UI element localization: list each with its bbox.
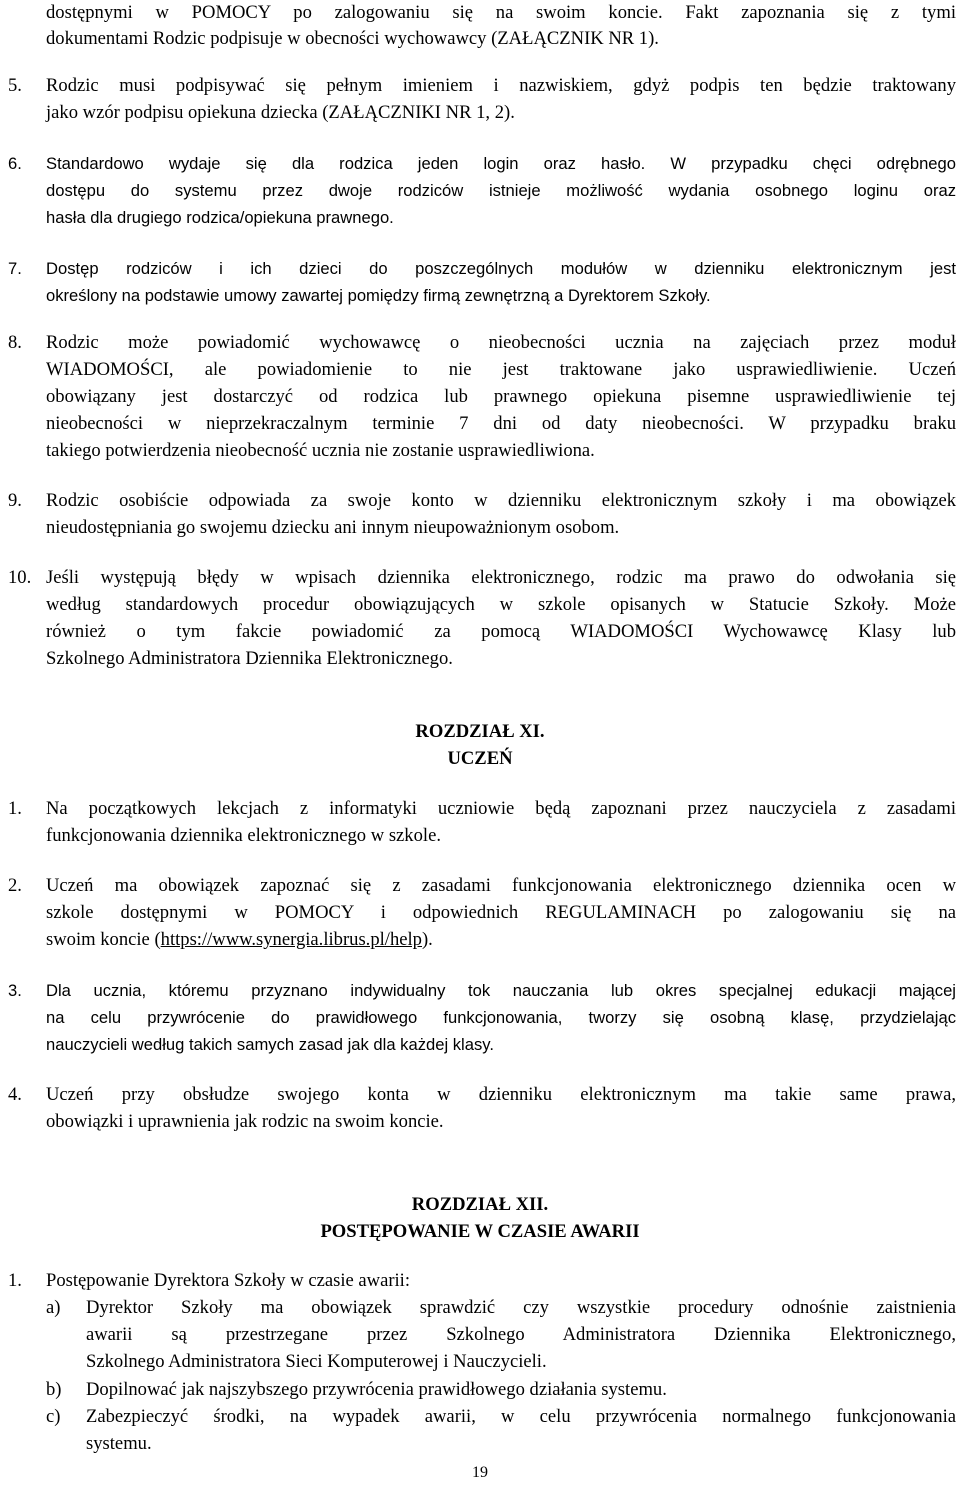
item-number: 1.	[8, 1270, 22, 1291]
text-line: Uczeń ma obowiązek zapoznać się z zasadami funkcjonowania elektronicznego dziennika ocen w	[46, 875, 956, 896]
text-line: Uczeń przy obsłudze swojego konta w dzienniku elektronicznym ma takie same prawa,	[46, 1084, 956, 1105]
text-line: również o tym fakcie powiadomić za pomocą WIADOMOŚCI Wychowawcę Klasy lub	[46, 621, 956, 642]
text-line: nieobecności w nieprzekraczalnym terminie 7 dni od daty nieobecności. W przypadku braku	[46, 413, 956, 434]
text-line: dostępnymi w POMOCY po zalogowaniu się na swoim koncie. Fakt zapoznania się z tymi	[46, 2, 956, 23]
help-link[interactable]: https://www.synergia.librus.pl/help	[160, 929, 422, 950]
text-line: funkcjonowania dziennika elektronicznego w szkole.	[46, 825, 441, 846]
chapter-11-title: ROZDZIAŁ XI.	[415, 721, 545, 742]
text-line: obowiązki i uprawnienia jak rodzic na swoim koncie.	[46, 1111, 444, 1132]
text-line: Dla ucznia, któremu przyznano indywidualny tok nauczania lub okres specjalnej edukacji mającej	[46, 981, 956, 1000]
text-line: według standardowych procedur obowiązujących w szkole opisanych w Statucie Szkoły. Może	[46, 594, 956, 615]
text-line: Postępowanie Dyrektora Szkoły w czasie awarii:	[46, 1270, 411, 1291]
text-line: Jeśli występują błędy w wpisach dziennika elektronicznego, rodzic ma prawo do odwołania się	[46, 567, 956, 588]
text-line: Rodzic może powiadomić wychowawcę o nieobecności ucznia na zajęciach przez moduł	[46, 332, 956, 353]
item-number: 10.	[8, 567, 32, 588]
text-line: nauczycieli według takich samych zasad jak dla każdej klasy.	[46, 1035, 494, 1054]
text-line: Zabezpieczyć środki, na wypadek awarii, w celu przywrócenia normalnego funkcjonowania	[86, 1406, 956, 1427]
subitem-label: b)	[46, 1379, 62, 1400]
text-line: awarii są przestrzegane przez Szkolnego Administratora Dziennika Elektronicznego,	[86, 1324, 956, 1345]
text-line: Na początkowych lekcjach z informatyki uczniowie będą zapoznani przez nauczyciela z zasadami	[46, 798, 956, 819]
text-line: Rodzic osobiście odpowiada za swoje konto w dzienniku elektronicznym szkoły i ma obowiązek	[46, 490, 956, 511]
item-number: 9.	[8, 490, 22, 511]
item-number: 4.	[8, 1084, 22, 1105]
text-line: Szkolnego Administratora Sieci Komputerowej i Nauczycieli.	[86, 1351, 547, 1372]
item-number: 6.	[8, 154, 22, 173]
text-line: określony na podstawie umowy zawartej pomiędzy firmą zewnętrzną a Dyrektorem Szkoły.	[46, 286, 711, 305]
text-line: na celu przywrócenie do prawidłowego funkcjonowania, tworzy się osobną klasę, przydzielając	[46, 1008, 956, 1027]
chapter-12-subtitle: POSTĘPOWANIE W CZASIE AWARII	[320, 1221, 640, 1242]
text-fragment: swoim koncie (	[46, 929, 161, 950]
chapter-12-title: ROZDZIAŁ XII.	[411, 1194, 549, 1215]
text-line: nieudostępniania go swojemu dziecku ani innym nieupoważnionym osobom.	[46, 517, 620, 538]
subitem-label: a)	[46, 1297, 61, 1318]
item-number: 3.	[8, 981, 22, 1000]
item-number: 5.	[8, 75, 22, 96]
text-line: Dopilnować jak najszybszego przywrócenia prawidłowego działania systemu.	[86, 1379, 667, 1400]
text-line: jako wzór podpisu opiekuna dziecka (ZAŁĄCZNIKI NR 1, 2).	[46, 102, 515, 123]
text-line: szkole dostępnymi w POMOCY i odpowiednich REGULAMINACH po zalogowaniu się na	[46, 902, 956, 923]
text-line: obowiązany jest dostarczyć od rodzica lub prawnego opiekuna pisemne usprawiedliwienie tej	[46, 386, 956, 407]
item-number: 7.	[8, 259, 22, 278]
text-line: systemu.	[86, 1433, 152, 1454]
text-line: Dyrektor Szkoły ma obowiązek sprawdzić czy wszystkie procedury odnośnie zaistnienia	[86, 1297, 956, 1318]
text-line	[46, 927, 433, 954]
text-line: takiego potwierdzenia nieobecność ucznia nie zostanie usprawiedliwiona.	[46, 440, 595, 461]
text-line: dostępu do systemu przez dwoje rodziców istnieje możliwość wydania osobnego loginu oraz	[46, 181, 956, 200]
text-line: Standardowo wydaje się dla rodzica jeden login oraz hasło. W przypadku chęci odrębnego	[46, 154, 956, 173]
text-line: dokumentami Rodzic podpisuje w obecności wychowawcy (ZAŁĄCZNIK NR 1).	[46, 28, 659, 49]
chapter-11-subtitle: UCZEŃ	[447, 748, 513, 769]
text-line: hasła dla drugiego rodzica/opiekuna prawnego.	[46, 208, 394, 227]
item-number: 2.	[8, 875, 22, 896]
item-number: 1.	[8, 798, 22, 819]
text-line: Dostęp rodziców i ich dzieci do poszczególnych modułów w dzienniku elektronicznym jest	[46, 259, 956, 278]
text-line: Rodzic musi podpisywać się pełnym imieniem i nazwiskiem, gdyż podpis ten będzie traktowany	[46, 75, 956, 96]
text-fragment: ).	[421, 929, 433, 950]
text-line: WIADOMOŚCI, ale powiadomienie to nie jest traktowane jako usprawiedliwienie. Uczeń	[46, 359, 956, 380]
subitem-label: c)	[46, 1406, 61, 1427]
item-number: 8.	[8, 332, 22, 353]
page-number: 19	[472, 1464, 488, 1481]
text-line: Szkolnego Administratora Dziennika Elektronicznego.	[46, 648, 453, 669]
